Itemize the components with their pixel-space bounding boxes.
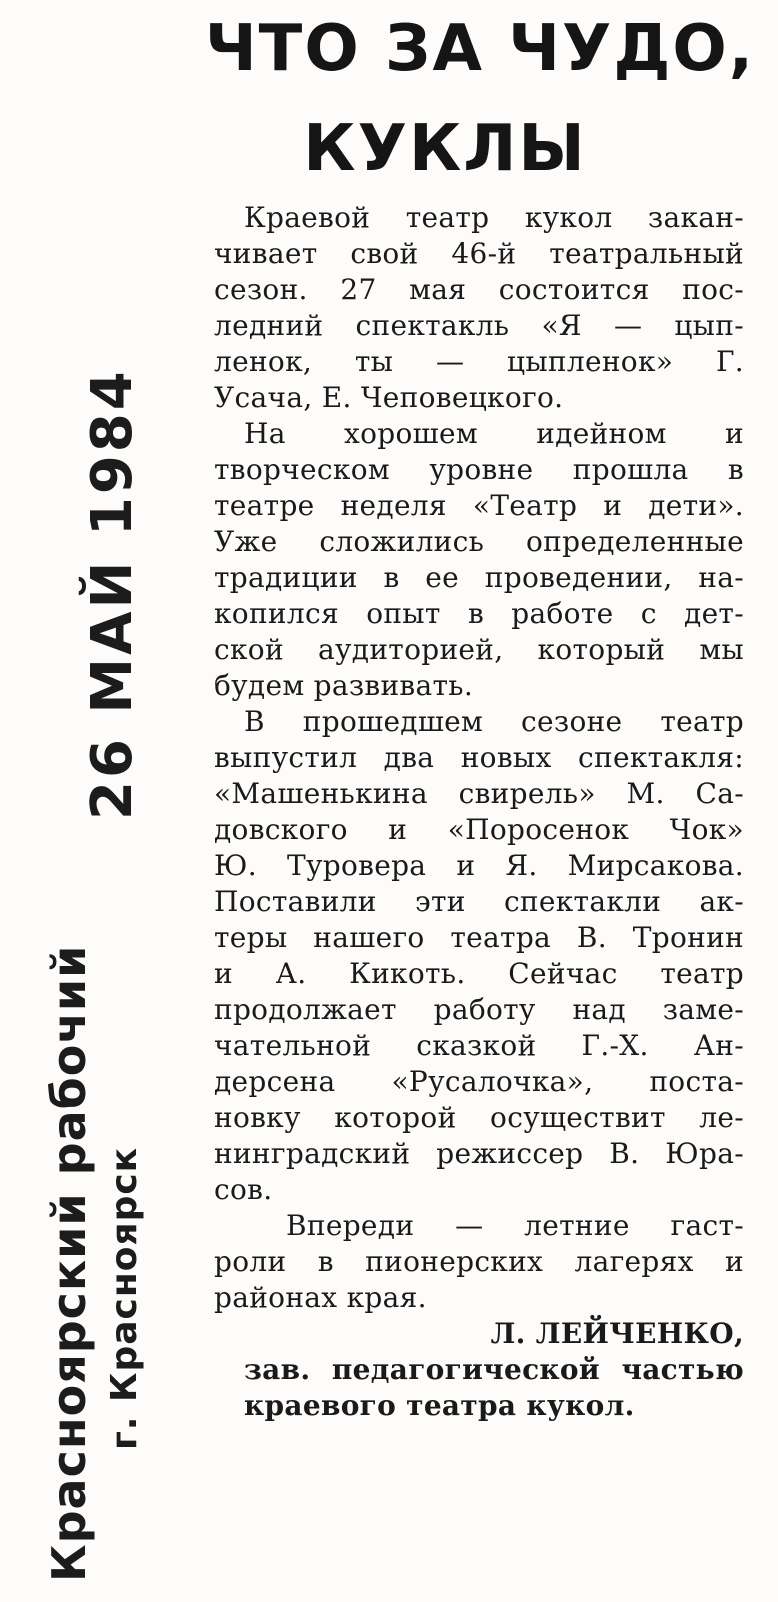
article-line: Ю. Туровера и Я. Мирсакова. xyxy=(214,849,744,882)
author-name: Л. ЛЕЙЧЕНКО, xyxy=(490,1317,744,1350)
author-position-line-2: краевого театра кукол. xyxy=(244,1389,635,1422)
article-line: роли в пионерских лагерях и xyxy=(214,1245,744,1278)
article-line: Поставили эти спектакли ак- xyxy=(214,885,744,918)
article-line: выпустил два новых спектакля: xyxy=(214,741,744,774)
article-line: ской аудиторией, который мы xyxy=(214,633,744,666)
article-line: творческом уровне прошла в xyxy=(214,453,744,486)
article-line: ленок, ты — цыпленок» Г. xyxy=(214,345,744,378)
article-line: нинградский режиссер В. Юра- xyxy=(214,1137,744,1170)
article-line: и А. Кикоть. Сейчас театр xyxy=(214,957,744,990)
article-line: чивает свой 46-й театральный xyxy=(214,237,744,270)
article-line: довского и «Поросенок Чок» xyxy=(214,813,744,846)
article-line: традиции в ее проведении, на- xyxy=(214,561,744,594)
date-stamp: 26 МАЙ 1984 xyxy=(80,368,145,820)
headline-line-1: ЧТО ЗА ЧУДО, xyxy=(204,12,756,86)
article-line: В прошедшем сезоне театр xyxy=(244,705,744,738)
article-line: Уже сложились определенные xyxy=(214,525,744,558)
article-body xyxy=(214,200,744,1424)
article-line: копился опыт в работе с дет- xyxy=(214,597,744,630)
article-line: ледний спектакль «Я — цып- xyxy=(214,309,744,342)
article-line: будем развивать. xyxy=(214,669,474,702)
article-line: Впереди — летние гаст- xyxy=(286,1209,744,1242)
article-line: чательной сказкой Г.-Х. Ан- xyxy=(214,1029,744,1062)
article-line: сезон. 27 мая состоится пос- xyxy=(214,273,744,306)
article-line: новку которой осуществит ле- xyxy=(214,1101,744,1134)
headline-line-2: КУКЛЫ xyxy=(303,112,587,186)
article-line: «Машенькина свирель» М. Са- xyxy=(214,777,744,810)
article-line: районах края. xyxy=(214,1281,427,1314)
newspaper-name-stamp: Красноярский рабочий xyxy=(42,944,96,1582)
article-line: театре неделя «Театр и дети». xyxy=(214,489,744,522)
city-stamp: г. Красноярск xyxy=(104,1146,145,1450)
article-line: сов. xyxy=(214,1173,273,1206)
article-line: дерсена «Русалочка», поста- xyxy=(214,1065,744,1098)
article-line: Краевой театр кукол закан- xyxy=(244,201,744,234)
article-line: теры нашего театра В. Тронин xyxy=(214,921,744,954)
article-line: На хорошем идейном и xyxy=(244,417,744,450)
article-line: Усача, Е. Чеповецкого. xyxy=(214,381,564,414)
article-line: продолжает работу над заме- xyxy=(214,993,744,1026)
author-position-line-1: зав. педагогической частью xyxy=(244,1353,744,1386)
